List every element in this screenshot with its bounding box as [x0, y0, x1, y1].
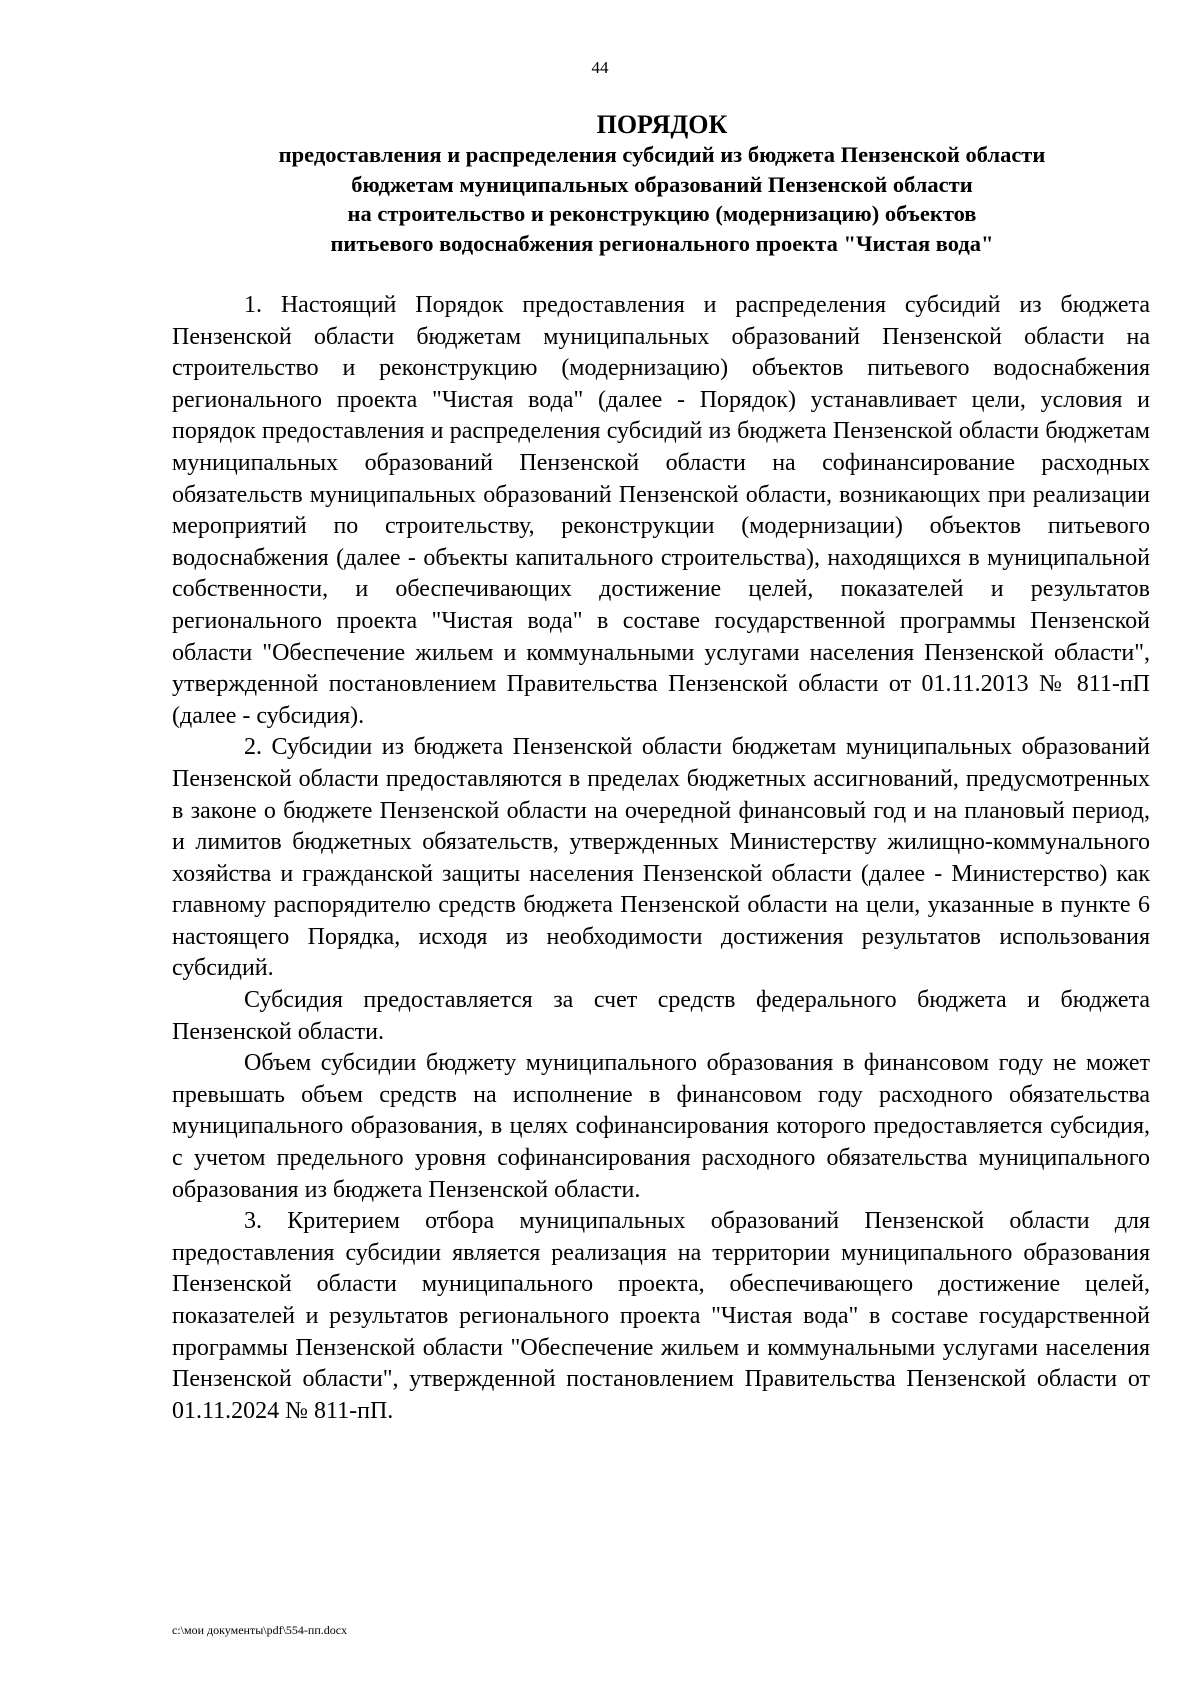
- page-number: 44: [591, 58, 609, 77]
- document-heading: [172, 110, 1152, 258]
- heading-line: предоставления и распределения субсидий из бюджета Пензенской области: [278, 142, 1046, 167]
- heading-line: бюджетам муниципальных образований Пензенской области: [351, 171, 973, 197]
- document-body: [172, 290, 1150, 1427]
- paragraph-3: 3. Критерием отбора муниципальных образований Пензенской области для предоставления субсидии является реализация на территории муниципального образования Пензенской области муниципального проекта, обеспечивающего достижение целей, показателей и результатов регионального проекта "Чистая вода" в составе государственной программы Пензенской области "Обеспечение жильем и коммунальными услугами населения Пензенской области", утвержденной постановлением Правительства Пензенской области от 01.11.2024 № 811-пП.: [172, 1208, 1150, 1424]
- heading-line: на строительство и реконструкцию (модернизацию) объектов: [347, 201, 977, 226]
- paragraph-2-funding-source: Субсидия предоставляется за счет средств федерального бюджета и бюджета Пензенской области.: [172, 987, 1150, 1045]
- footer-file-path: c:\мои документы\pdf\554-пп.docx: [172, 1623, 348, 1637]
- heading-line: питьевого водоснабжения регионального проекта "Чистая вода": [330, 230, 994, 256]
- paragraph-2-subsidy-limit: Объем субсидии бюджету муниципального образования в финансовом году не может превышать объем средств на исполнение в финансовом году расходного обязательства муниципального образования, в целях софинансирования которого предоставляется субсидия, с учетом предельного уровня софинансирования расходного обязательства муниципального образования из бюджета Пензенской области.: [172, 1050, 1150, 1203]
- paragraph-1: 1. Настоящий Порядок предоставления и распределения субсидий из бюджета Пензенской области бюджетам муниципальных образований Пензенской области на строительство и реконструкцию (модернизацию) объектов питьевого водоснабжения регионального проекта "Чистая вода" (далее - Порядок) устанавливает цели, условия и порядок предоставления и распределения субсидий из бюджета Пензенской области бюджетам муниципальных образований Пензенской области на софинансирование расходных обязательств муниципальных образований Пензенской области, возникающих при реализации мероприятий по строительству, реконструкции (модернизации) объектов питьевого водоснабжения (далее - объекты капитального строительства), находящихся в муниципальной собственности, и обеспечивающих достижение целей, показателей и результатов регионального проекта "Чистая вода" в составе государственной программы Пензенской области "Обеспечение жильем и коммунальными услугами населения Пензенской области", утвержденной постановлением Правительства Пензенской области от 01.11.2013 № 811-пП (далее - субсидия).: [172, 292, 1150, 729]
- heading-title: ПОРЯДОК: [596, 110, 728, 139]
- paragraph-2: 2. Субсидии из бюджета Пензенской области бюджетам муниципальных образований Пензенской области предоставляются в пределах бюджетных ассигнований, предусмотренных в законе о бюджете Пензенской области на очередной финансовый год и на плановый период, и лимитов бюджетных обязательств, утвержденных Министерству жилищно-коммунального хозяйства и гражданской защиты населения Пензенской области (далее - Министерство) как главному распорядителю средств бюджета Пензенской области на цели, указанные в пункте 6 настоящего Порядка, исходя из необходимости достижения результатов использования субсидий.: [172, 734, 1150, 982]
